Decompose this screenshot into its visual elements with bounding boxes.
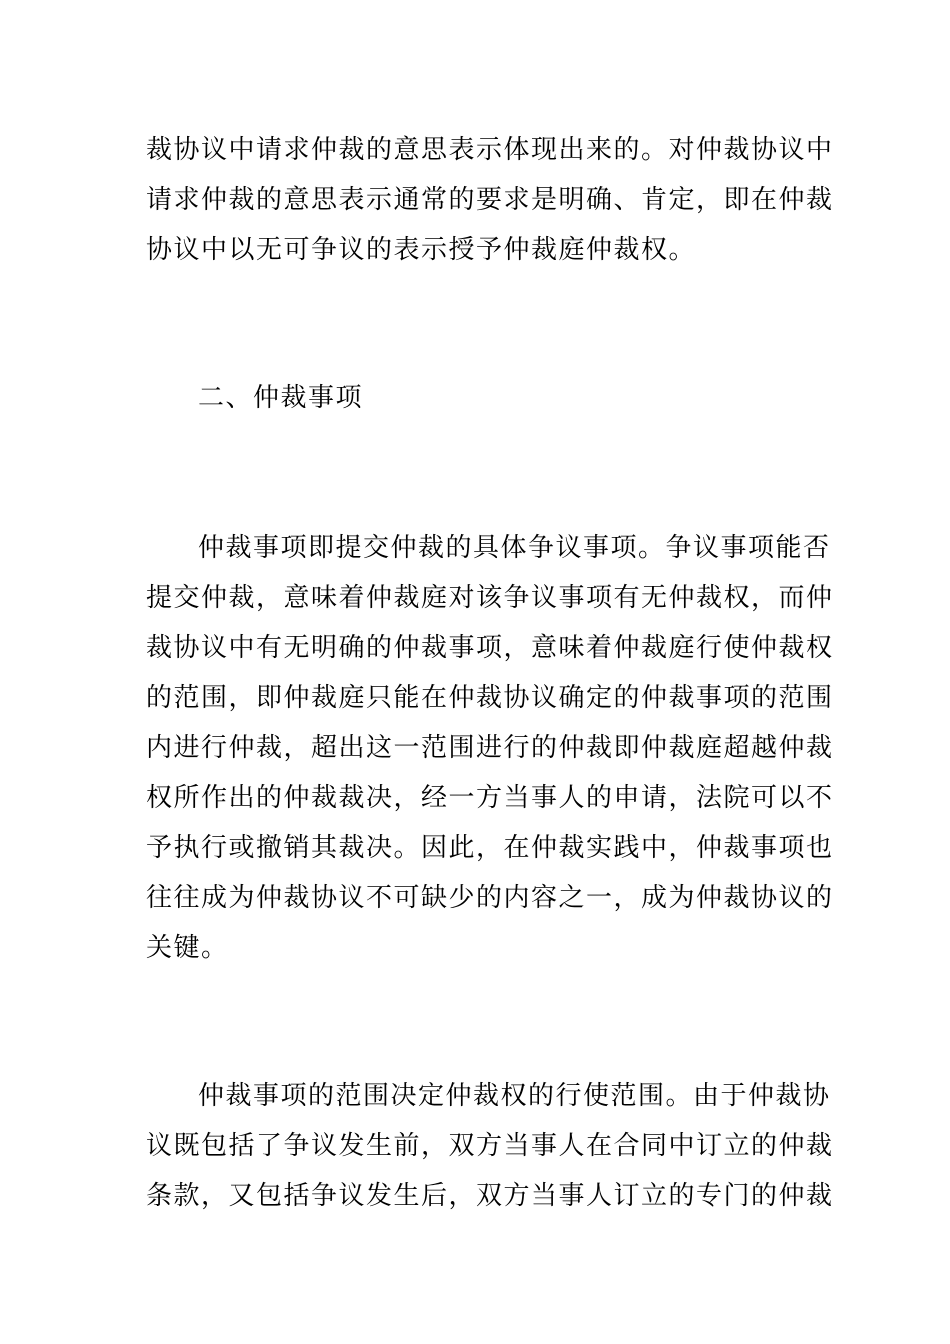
paragraph-1-line-3: 协议中以无可争议的表示授予仲裁庭仲裁权。 <box>146 235 697 265</box>
paragraph-2-line-1: 仲裁事项即提交仲裁的具体争议事项。争议事项能否 <box>198 533 831 563</box>
paragraph-2-line-3: 裁协议中有无明确的仲裁事项，意味着仲裁庭行使仲裁权 <box>146 633 834 663</box>
paragraph-1-line-2: 请求仲裁的意思表示通常的要求是明确、肯定，即在仲裁 <box>146 185 834 215</box>
paragraph-2-line-4: 的范围，即仲裁庭只能在仲裁协议确定的仲裁事项的范围 <box>146 683 834 713</box>
paragraph-2-line-7: 予执行或撤销其裁决。因此，在仲裁实践中，仲裁事项也 <box>146 833 834 863</box>
section-heading: 二、仲裁事项 <box>198 383 364 413</box>
paragraph-2-line-9: 关键。 <box>146 933 229 963</box>
paragraph-2-line-2: 提交仲裁，意味着仲裁庭对该争议事项有无仲裁权，而仲 <box>146 583 834 613</box>
paragraph-2-line-8: 往往成为仲裁协议不可缺少的内容之一，成为仲裁协议的 <box>146 883 834 913</box>
paragraph-1-line-1: 裁协议中请求仲裁的意思表示体现出来的。对仲裁协议中 <box>146 135 834 165</box>
paragraph-3-line-2: 议既包括了争议发生前，双方当事人在合同中订立的仲裁 <box>146 1131 834 1161</box>
paragraph-3-line-3: 条款，又包括争议发生后，双方当事人订立的专门的仲裁 <box>146 1181 834 1211</box>
paragraph-2-line-6: 权所作出的仲裁裁决，经一方当事人的申请，法院可以不 <box>146 783 834 813</box>
paragraph-2-line-5: 内进行仲裁，超出这一范围进行的仲裁即仲裁庭超越仲裁 <box>146 733 834 763</box>
paragraph-3-line-1: 仲裁事项的范围决定仲裁权的行使范围。由于仲裁协 <box>198 1081 831 1111</box>
